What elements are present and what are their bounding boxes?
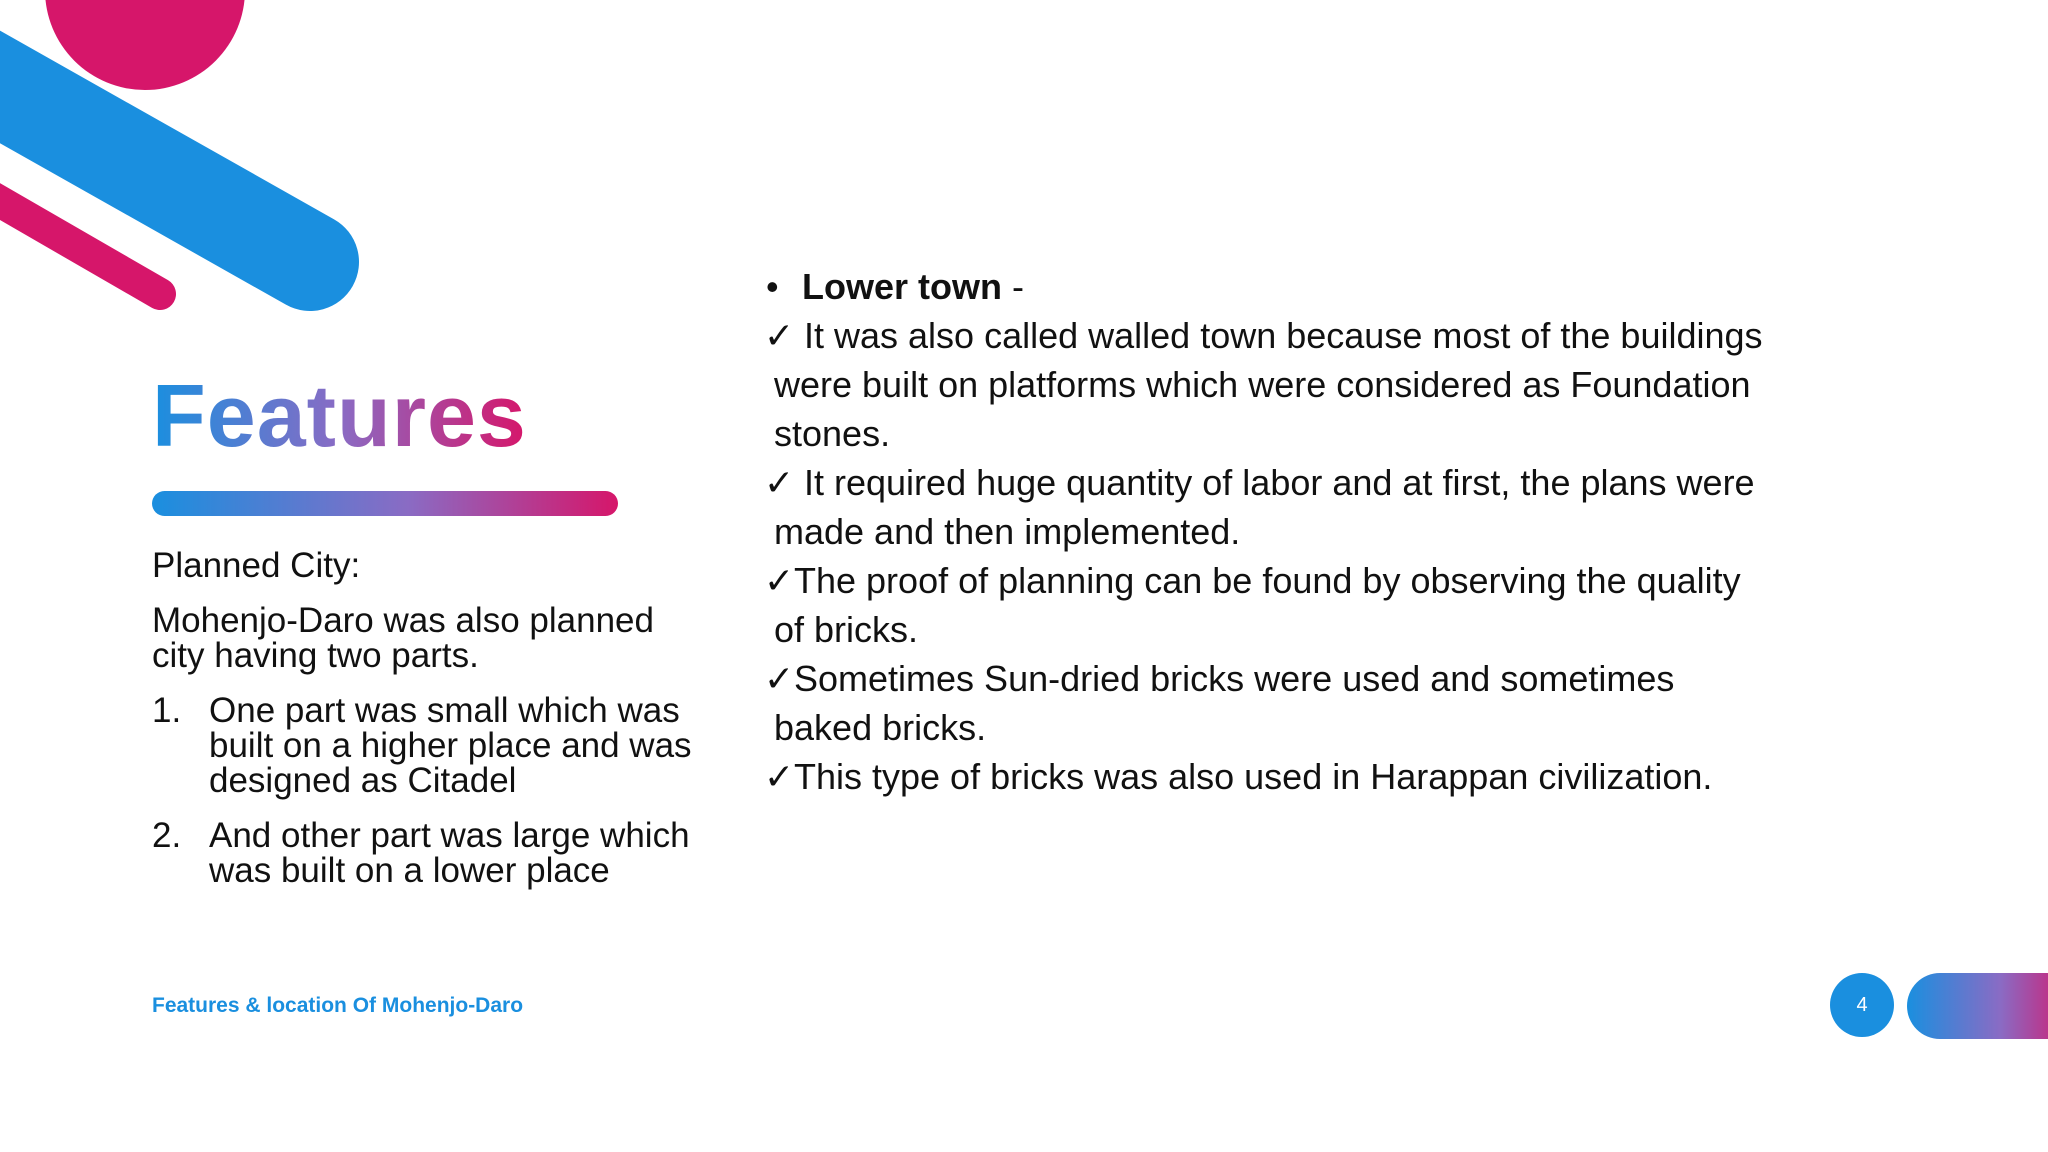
check-item [764, 556, 1904, 654]
list-item-text: And other part was large which was built on a lower place [209, 816, 690, 890]
check-list [764, 311, 1904, 801]
footer-text: Features & location Of Mohenjo-Daro [152, 994, 524, 1017]
list-item [152, 818, 712, 888]
slide-title: Features [152, 366, 527, 465]
parts-list [152, 693, 712, 888]
check-row [764, 458, 1904, 507]
check-text: Sometimes Sun-dried bricks were used and sometimes [794, 658, 1675, 699]
check-continuation: made and then implemented. [774, 511, 1241, 552]
title-underline-bar [152, 491, 618, 516]
checkmark-icon: ✓ [764, 756, 795, 797]
check-continuation: baked bricks. [774, 707, 987, 748]
bullet-icon: • [766, 266, 779, 307]
check-row [764, 311, 1904, 360]
check-item [764, 654, 1904, 752]
lower-town-dash: - [1002, 266, 1024, 307]
check-item [764, 752, 1904, 801]
check-item [764, 311, 1904, 458]
list-item-number: 2. [152, 816, 182, 855]
checkmark-icon: ✓ [764, 462, 795, 503]
check-continuation: of bricks. [774, 609, 919, 650]
check-row [764, 654, 1904, 703]
right-column [764, 262, 1904, 801]
check-text: It was also called walled town because most of the buildings [794, 315, 1763, 356]
checkmark-icon: ✓ [764, 560, 795, 601]
list-item-number: 1. [152, 691, 182, 730]
list-item [152, 693, 712, 798]
check-item [764, 458, 1904, 556]
planned-city-heading: Planned City: [152, 546, 361, 585]
lower-town-label: Lower town [802, 266, 1002, 307]
left-column [152, 548, 712, 908]
lower-town-bullet [764, 262, 1904, 311]
check-text: It required huge quantity of labor and at first, the plans were [794, 462, 1755, 503]
check-continuation: were built on platforms which were considered as Foundation [774, 364, 1751, 405]
page-number-badge: 4 [1830, 973, 1894, 1037]
planned-city-intro: Mohenjo-Daro was also planned city having two parts. [152, 601, 654, 675]
list-item-text: One part was small which was built on a higher place and was designed as Citadel [209, 691, 692, 800]
check-row [764, 556, 1904, 605]
checkmark-icon: ✓ [764, 658, 795, 699]
checkmark-icon: ✓ [764, 315, 795, 356]
check-row [764, 752, 1904, 801]
check-text: This type of bricks was also used in Harappan civilization. [794, 756, 1713, 797]
check-continuation: stones. [774, 413, 891, 454]
page-decor-pill [1907, 973, 2048, 1039]
decorative-shapes [0, 0, 400, 340]
check-text: The proof of planning can be found by observing the quality [794, 560, 1741, 601]
